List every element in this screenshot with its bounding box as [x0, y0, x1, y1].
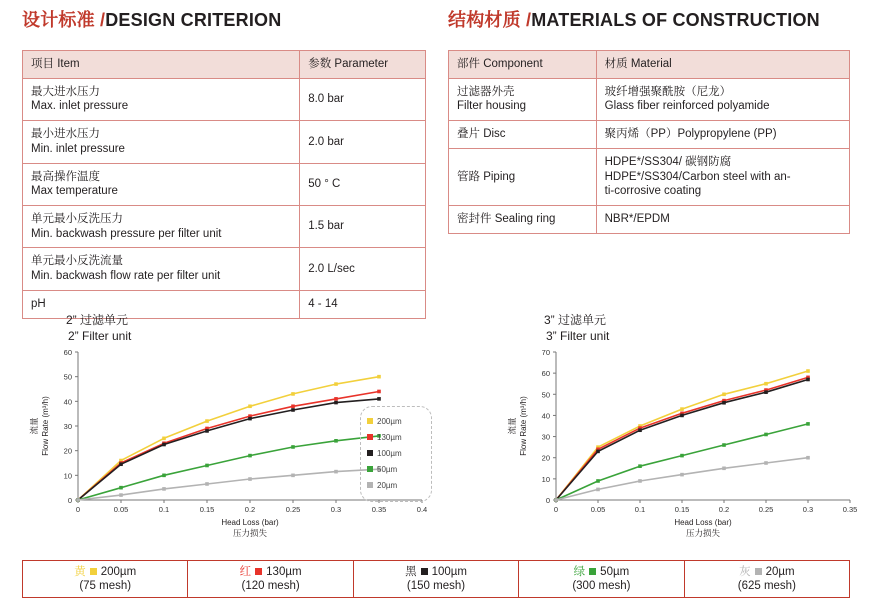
chart-2inch-caption [66, 312, 432, 344]
material-label-cn: 玻纤增强聚酰胺（尼龙） [604, 85, 732, 98]
svg-text:压力损失: 压力损失 [685, 528, 721, 539]
svg-text:60: 60 [541, 369, 550, 379]
legend-item [367, 477, 427, 493]
chart-3inch-caption [544, 312, 860, 344]
table-row [23, 78, 426, 120]
component-label-cn: 密封件 Sealing ring [457, 213, 556, 226]
mesh-legend-micron: 50µm [600, 565, 630, 578]
mesh-legend-item-200um [23, 561, 188, 597]
svg-text:0: 0 [553, 505, 559, 515]
column-header-material: 材质 Material [596, 51, 849, 79]
item-label-cn: 单元最小反洗压力 [31, 213, 123, 226]
svg-text:0: 0 [75, 505, 81, 515]
svg-text:70: 70 [541, 348, 550, 358]
legend-item [367, 461, 427, 477]
table-header-row [449, 51, 850, 79]
section-title-materials [448, 6, 820, 32]
chart-2inch-filter-unit [22, 312, 432, 552]
item-label-cn: 最小进水压力 [31, 128, 100, 141]
legend-label: 200µm [377, 416, 402, 426]
table-row [449, 121, 850, 149]
materials-table [448, 50, 850, 234]
svg-text:0.1: 0.1 [634, 505, 646, 515]
mesh-legend-item-50um [519, 561, 684, 597]
legend-swatch-100um [367, 450, 373, 456]
mesh-legend-item-100um [354, 561, 519, 597]
svg-text:0.35: 0.35 [371, 505, 387, 515]
svg-text:50: 50 [541, 390, 550, 400]
mesh-legend-mesh: (150 mesh) [406, 580, 466, 592]
svg-text:0.1: 0.1 [158, 505, 170, 515]
cell-item [23, 248, 300, 290]
svg-text:流量: 流量 [507, 417, 517, 435]
mesh-legend-item-130um [188, 561, 353, 597]
cell-material [596, 148, 849, 205]
chart-3inch-title-cn: 3” 过滤单元 [544, 313, 607, 327]
svg-text:10: 10 [63, 471, 72, 481]
cell-item [23, 206, 300, 248]
chart-3inch-filter-unit [500, 312, 860, 552]
svg-text:40: 40 [541, 411, 550, 421]
material-label-en2: ti-corrosive coating [604, 185, 702, 198]
svg-text:0.4: 0.4 [416, 505, 428, 515]
table-row [23, 163, 426, 205]
column-header-component: 部件 Component [449, 51, 597, 79]
svg-text:10: 10 [541, 475, 550, 485]
legend-label: 130µm [377, 432, 402, 442]
material-label-en: HDPE*/SS304/Carbon steel with an- [604, 170, 791, 183]
table-row [449, 78, 850, 120]
mesh-legend-mesh: (625 mesh) [737, 580, 796, 592]
mesh-legend-top [739, 565, 795, 579]
item-label-en: Min. backwash flow rate per filter unit [31, 270, 221, 283]
item-label-cn: pH [31, 297, 46, 310]
chart-legend-box [360, 406, 432, 502]
svg-text:0.25: 0.25 [285, 505, 301, 515]
cell-component [449, 206, 597, 234]
cell-value: 50 ° C [300, 163, 426, 205]
mesh-legend-swatch [755, 568, 762, 575]
legend-swatch-200um [367, 418, 373, 424]
svg-text:0: 0 [67, 496, 72, 506]
mesh-legend-micron: 200µm [100, 565, 137, 578]
column-header-parameter: 参数 Parameter [300, 51, 426, 79]
legend-item [367, 413, 427, 429]
svg-text:0.15: 0.15 [674, 505, 690, 515]
cell-material [596, 121, 849, 149]
cell-item [23, 121, 300, 163]
svg-text:压力损失: 压力损失 [232, 528, 268, 539]
mesh-legend-top [240, 565, 302, 579]
svg-text:0.15: 0.15 [199, 505, 215, 515]
material-label-cn: HDPE*/SS304/ 碳钢防腐 [604, 155, 732, 168]
mesh-legend-color-label: 灰 [739, 565, 751, 578]
legend-label: 20µm [377, 480, 398, 490]
item-label-cn: 单元最小反洗流量 [31, 255, 123, 268]
mesh-legend-top [574, 565, 630, 579]
cell-item [23, 163, 300, 205]
mesh-legend-swatch [589, 568, 596, 575]
section-title-materials-en: MATERIALS OF CONSTRUCTION [531, 10, 820, 30]
legend-label: 100µm [377, 448, 402, 458]
item-label-en: Min. inlet pressure [31, 142, 125, 155]
svg-text:0: 0 [545, 496, 550, 506]
mesh-legend-mesh: (120 mesh) [241, 580, 300, 592]
item-label-en: Max. inlet pressure [31, 100, 129, 113]
material-label-en: Glass fiber reinforced polyamide [604, 100, 770, 113]
section-title-design-criterion-cn: 设计标准 / [22, 10, 106, 30]
legend-label: 50µm [377, 464, 398, 474]
chart-2inch-title-cn: 2” 过滤单元 [66, 313, 129, 327]
chart-3inch-plot-wrap [500, 344, 860, 544]
component-label-cn: 过滤器外壳 [457, 85, 515, 98]
item-label-cn: 最大进水压力 [31, 85, 100, 98]
legend-swatch-20um [367, 482, 373, 488]
svg-text:50: 50 [63, 373, 72, 383]
svg-text:40: 40 [63, 397, 72, 407]
material-label-cn: NBR*/EPDM [604, 213, 670, 226]
design-criterion-table [22, 50, 426, 319]
mesh-legend-mesh: (300 mesh) [572, 580, 631, 592]
section-title-materials-cn: 结构材质 / [448, 10, 532, 30]
component-label-en: Filter housing [457, 100, 527, 113]
mesh-legend-color-label: 黄 [74, 565, 86, 578]
svg-text:Flow Rate (m³/h): Flow Rate (m³/h) [519, 396, 528, 457]
chart-2inch-title-en: 2” Filter unit [68, 329, 132, 344]
legend-swatch-130um [367, 434, 373, 440]
legend-swatch-50um [367, 466, 373, 472]
svg-text:0.3: 0.3 [802, 505, 814, 515]
material-label-cn: 聚丙烯（PP）Polypropylene (PP) [604, 128, 777, 141]
legend-item [367, 445, 427, 461]
cell-component [449, 121, 597, 149]
svg-text:0.2: 0.2 [244, 505, 256, 515]
cell-material [596, 78, 849, 120]
svg-text:20: 20 [541, 454, 550, 464]
chart-2inch-plot-wrap [22, 344, 432, 544]
mesh-legend-strip [22, 560, 850, 598]
table-row [449, 148, 850, 205]
column-header-item: 项目 Item [23, 51, 300, 79]
cell-value: 1.5 bar [300, 206, 426, 248]
cell-value: 2.0 L/sec [300, 248, 426, 290]
section-title-design-criterion [22, 6, 281, 32]
table-row [449, 206, 850, 234]
component-label-cn: 叠片 Disc [457, 128, 506, 141]
cell-material [596, 206, 849, 234]
mesh-legend-micron: 20µm [765, 565, 795, 578]
chart-3inch-plot [500, 344, 860, 544]
cell-value: 4 - 14 [300, 290, 426, 318]
table-row [23, 248, 426, 290]
mesh-legend-swatch [421, 568, 428, 575]
table-row [23, 121, 426, 163]
item-label-en: Max temperature [31, 185, 118, 198]
cell-component [449, 148, 597, 205]
chart-3inch-title-en: 3” Filter unit [546, 329, 610, 344]
component-label-cn: 管路 Piping [457, 170, 516, 183]
mesh-legend-color-label: 绿 [573, 565, 586, 578]
table-header-row [23, 51, 426, 79]
mesh-legend-top [74, 565, 136, 579]
item-label-cn: 最高操作温度 [31, 170, 100, 183]
mesh-legend-top [405, 565, 467, 579]
mesh-legend-swatch [255, 568, 262, 575]
mesh-legend-item-20um [685, 561, 849, 597]
cell-component [449, 78, 597, 120]
svg-text:60: 60 [63, 348, 72, 358]
mesh-legend-micron: 100µm [431, 565, 467, 578]
mesh-legend-color-label: 黑 [405, 565, 417, 578]
section-title-design-criterion-en: DESIGN CRITERION [105, 10, 282, 30]
svg-text:0.3: 0.3 [330, 505, 342, 515]
svg-text:0.2: 0.2 [718, 505, 730, 515]
svg-text:流量: 流量 [29, 417, 39, 435]
table-row [23, 206, 426, 248]
svg-text:0.25: 0.25 [758, 505, 774, 515]
mesh-legend-swatch [90, 568, 97, 575]
svg-text:0.35: 0.35 [842, 505, 858, 515]
legend-item [367, 429, 427, 445]
cell-item [23, 78, 300, 120]
svg-text:Flow Rate (m³/h): Flow Rate (m³/h) [41, 396, 50, 457]
svg-text:Head Loss (bar): Head Loss (bar) [674, 518, 732, 528]
cell-value: 2.0 bar [300, 121, 426, 163]
cell-value: 8.0 bar [300, 78, 426, 120]
svg-text:20: 20 [63, 447, 72, 457]
svg-text:Head Loss (bar): Head Loss (bar) [221, 518, 279, 528]
item-label-en: Min. backwash pressure per filter unit [31, 227, 222, 240]
mesh-legend-color-label: 红 [239, 565, 252, 578]
svg-text:30: 30 [63, 422, 72, 432]
svg-text:30: 30 [541, 432, 550, 442]
svg-text:0.05: 0.05 [113, 505, 129, 515]
mesh-legend-micron: 130µm [266, 565, 302, 578]
svg-text:0.05: 0.05 [590, 505, 606, 515]
mesh-legend-mesh: (75 mesh) [79, 580, 132, 592]
